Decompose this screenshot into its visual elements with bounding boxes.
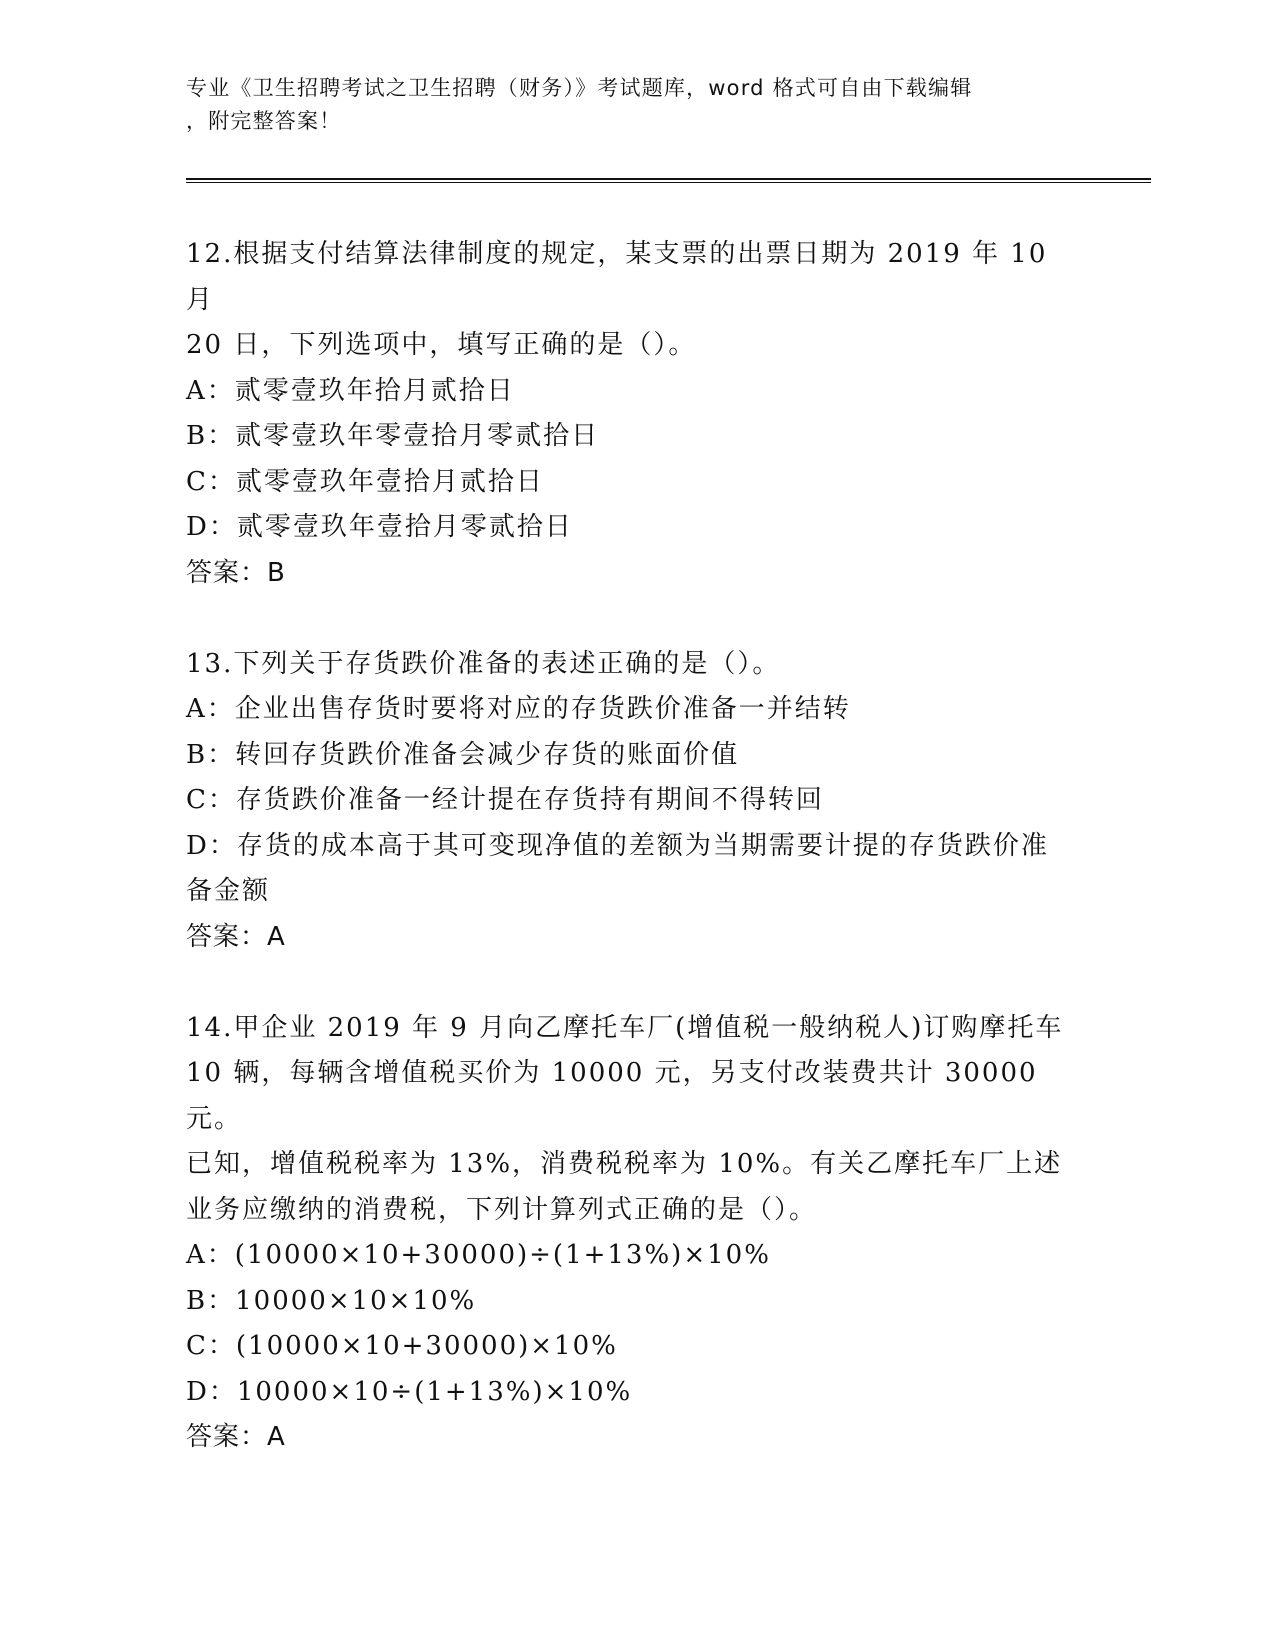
option-b: B：贰零壹玖年零壹拾月零贰拾日 (186, 421, 600, 451)
option-c: C：存货跌价准备一经计提在存货持有期间不得转回 (186, 785, 824, 815)
answer-label: 答案：A (186, 921, 286, 952)
question-12 (186, 232, 1076, 596)
header-title-line-1: 专业《卫生招聘考试之卫生招聘（财务）》考试题库，word 格式可自由下载编辑 (186, 76, 973, 100)
question-stem-line: 20 日，下列选项中，填写正确的是（）。 (186, 330, 697, 360)
header-divider-thin (186, 182, 1151, 183)
answer-label: 答案：A (186, 1422, 286, 1452)
question-stem-line: 已知，增值税税率为 13%，消费税税率为 10%。有关乙摩托车厂上述 (186, 1149, 1063, 1179)
question-stem-line: 14.甲企业 2019 年 9 月向乙摩托车厂(增值税一般纳税人)订购摩托车 (186, 1012, 1064, 1043)
option-c: C：贰零壹玖年壹拾月贰拾日 (186, 466, 544, 497)
option-a: A：(10000×10+30000)÷(1+13%)×10% (186, 1240, 771, 1270)
option-c: C：(10000×10+30000)×10% (186, 1331, 618, 1361)
answer-label: 答案：B (186, 557, 286, 588)
option-a: A：贰零壹玖年拾月贰拾日 (186, 375, 515, 406)
option-b: B：10000×10×10% (186, 1285, 477, 1316)
document-header (186, 72, 1066, 138)
header-title-line-2: ，附完整答案！ (186, 109, 342, 133)
question-stem-line: 10 辆，每辆含增值税买价为 10000 元，另支付改装费共计 30000 元。 (186, 1058, 1038, 1134)
option-a: A：企业出售存货时要将对应的存货跌价准备一并结转 (186, 694, 851, 724)
question-13 (186, 642, 1076, 961)
option-d: D：贰零壹玖年壹拾月零贰拾日 (186, 512, 573, 542)
option-d-continued: 备金额 (186, 876, 271, 906)
question-stem-line: 业务应缴纳的消费税，下列计算列式正确的是（）。 (186, 1194, 818, 1225)
question-list (186, 232, 1076, 1506)
option-d: D：10000×10÷(1+13%)×10% (186, 1376, 633, 1407)
option-d: D：存货的成本高于其可变现净值的差额为当期需要计提的存货跌价准 (186, 830, 1049, 861)
question-stem-line: 12.根据支付结算法律制度的规定，某支票的出票日期为 2019 年 10 月 (186, 239, 1048, 315)
question-14 (186, 1006, 1076, 1461)
header-divider-thick (186, 178, 1151, 180)
option-b: B：转回存货跌价准备会减少存货的账面价值 (186, 739, 740, 770)
question-stem-line: 13.下列关于存货跌价准备的表述正确的是（）。 (186, 648, 781, 679)
